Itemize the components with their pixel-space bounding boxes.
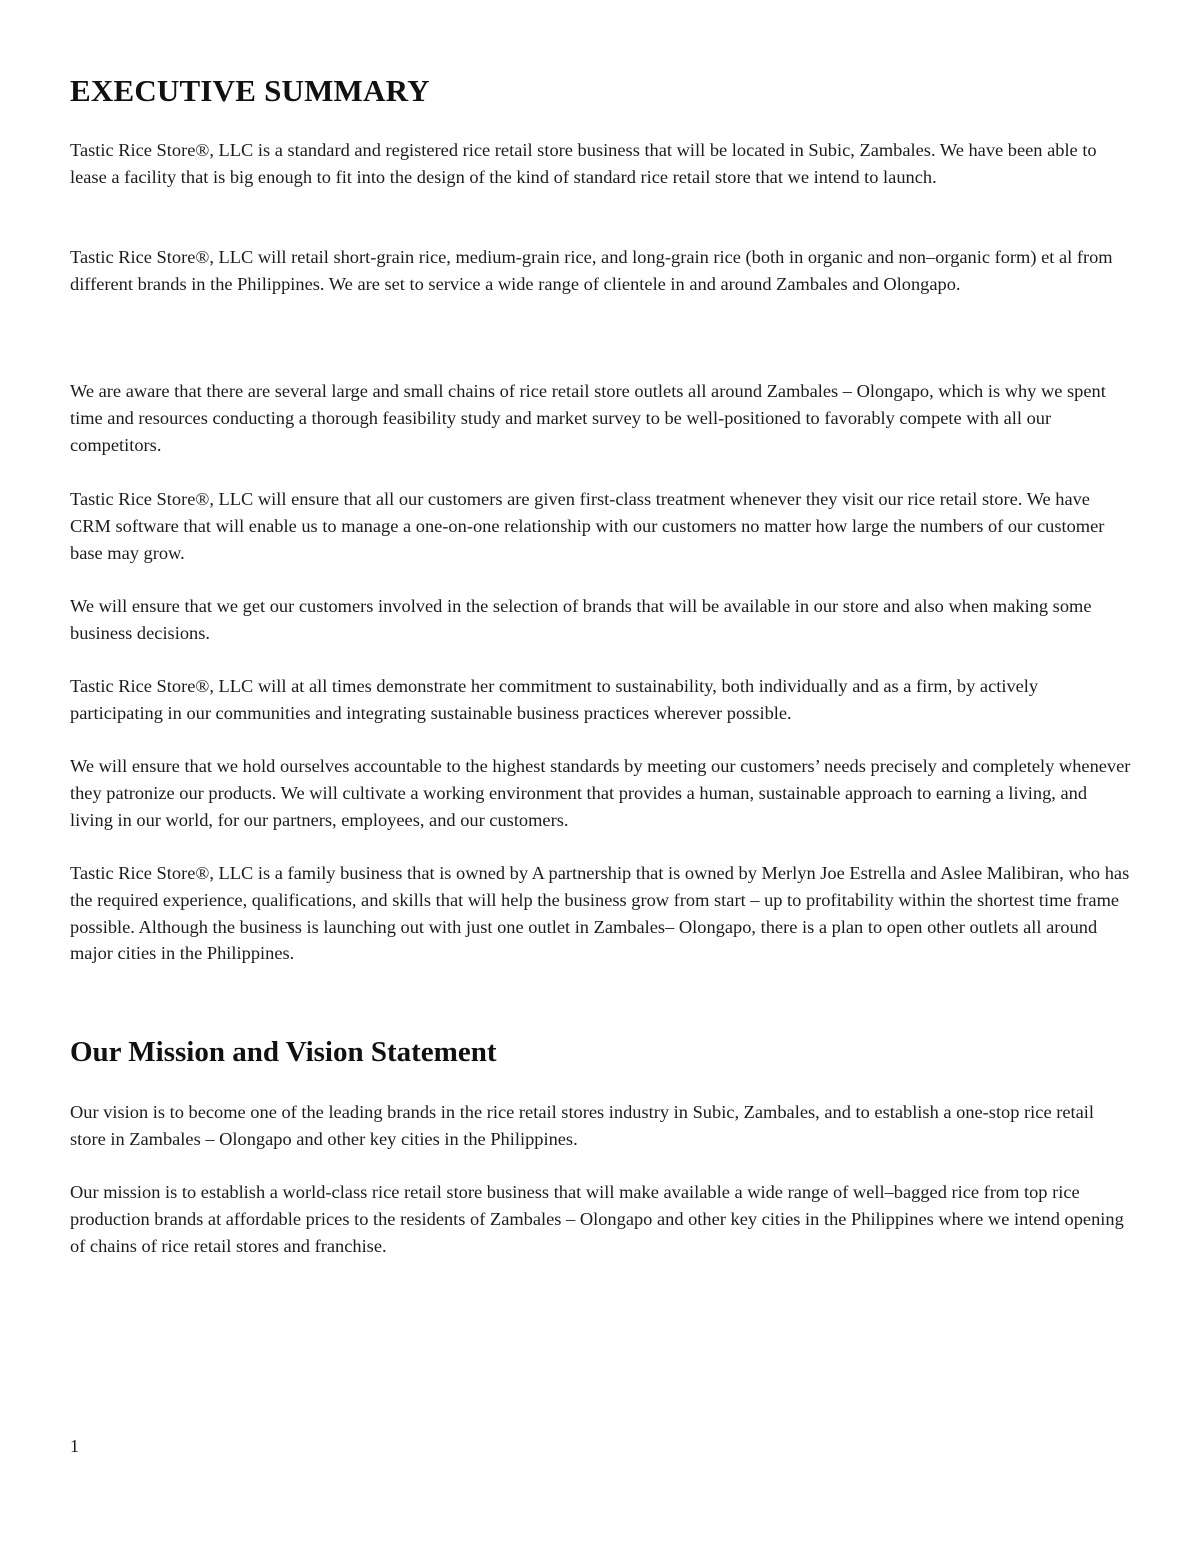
executive-summary-heading: EXECUTIVE SUMMARY xyxy=(70,73,430,108)
exec-paragraph-2: Tastic Rice Store®, LLC will retail short-grain rice, medium-grain rice, and long-grain rice (both in organic and non–organic form) et al from different brands in the Philippines. We are set to service a wide range of clientele in and around Zambales and Olongapo. xyxy=(70,247,1113,294)
exec-paragraph-1: Tastic Rice Store®, LLC is a standard and registered rice retail store business that will be located in Subic, Zambales. We have been able to lease a facility that is big enough to fit into the design of the kind of standard rice retail store that we intend to launch. xyxy=(70,140,1097,187)
exec-paragraph-6: Tastic Rice Store®, LLC will at all times demonstrate her commitment to sustainability, both individually and as a firm, by actively participating in our communities and integrating sustainable business practices wherever possible. xyxy=(70,676,1039,723)
exec-paragraph-5: We will ensure that we get our customers involved in the selection of brands that will be available in our store and also when making some business decisions. xyxy=(70,596,1092,643)
exec-paragraph-7: We will ensure that we hold ourselves accountable to the highest standards by meeting our customers’ needs precisely and completely whenever they patronize our products. We will cultivate a working environment that provides a human, sustainable approach to earning a living, and living in our world, for our partners, employees, and our customers. xyxy=(70,756,1131,830)
mission-vision-heading: Our Mission and Vision Statement xyxy=(70,1036,497,1068)
mission-paragraph: Our mission is to establish a world-class rice retail store business that will make available a wide range of well–bagged rice from top rice production brands at affordable prices to the residents of Zambales – Olongapo and other key cities in the Philippines where we intend opening of chains of rice retail stores and franchise. xyxy=(70,1182,1124,1256)
exec-paragraph-8: Tastic Rice Store®, LLC is a family business that is owned by A partnership that is owned by Merlyn Joe Estrella and Aslee Malibiran, who has the required experience, qualifications, and skills that will help the business grow from start – up to profitability within the shortest time frame possible. Although the business is launching out with just one outlet in Zambales– Olongapo, there is a plan to open other outlets all around major cities in the Philippines. xyxy=(70,863,1130,964)
vision-paragraph: Our vision is to become one of the leading brands in the rice retail stores industry in Subic, Zambales, and to establish a one-stop rice retail store in Zambales – Olongapo and other key cities in the Philippines. xyxy=(70,1102,1094,1149)
exec-paragraph-3: We are aware that there are several large and small chains of rice retail store outlets all around Zambales – Olongapo, which is why we spent time and resources conducting a thorough feasibility study and market survey to be well-positioned to favorably compete with all our competitors. xyxy=(70,381,1106,455)
page-number: 1 xyxy=(70,1436,79,1456)
exec-paragraph-4: Tastic Rice Store®, LLC will ensure that all our customers are given first-class treatment whenever they visit our rice retail store. We have CRM software that will enable us to manage a one-on-one relationship with our customers no matter how large the numbers of our customer base may grow. xyxy=(70,489,1105,563)
